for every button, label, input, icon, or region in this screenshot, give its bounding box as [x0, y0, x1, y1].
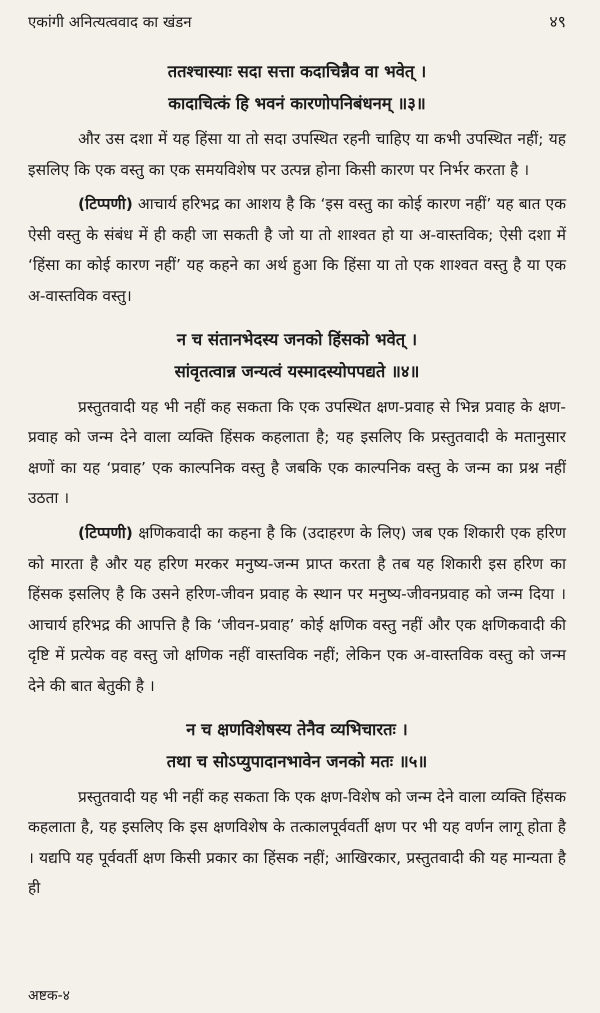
note-1-text: आचार्य हरिभद्र का आशय है कि ‘इस वस्तु का कोई कारण नहीं’ यह बात एक ऐसी वस्तु के संबंध में ही कही जा सकती है जो या तो शाश्वत हो या अ-वास्तविक; ऐसी दशा में ‘हिंसा का कोई कारण नहीं’ यह कहने का अर्थ हुआ कि हिंसा या तो एक शाश्वत वस्तु है या एक अ-वास्तविक वस्तु।	[28, 195, 566, 305]
note-2-text: क्षणिकवादी का कहना है कि (उदाहरण के लिए) जब एक शिकारी एक हरिण को मारता है और यह हरिण मरकर मनुष्य-जन्म प्राप्त करता है तब यह शिकारी इस हरिण का हिंसक इसलिए है कि उसने हरिण-जीवन प्रवाह के स्थान पर मनुष्य-जीवनप्रवाह को जन्म दिया । आचार्य हरिभद्र की आपत्ति है कि ‘जीवन-प्रवाह’ कोई क्षणिक वस्तु नहीं और एक क्षणिकवादी की दृष्टि में प्रत्येक वह वस्तु जो क्षणिक नहीं वास्तविक नहीं; लेकिन एक अ-वास्तविक वस्तु को जन्म देने की बात बेतुकी है ।	[28, 523, 566, 695]
paragraph-3: प्रस्तुतवादी यह भी नहीं कह सकता कि एक क्षण-विशेष को जन्म देने वाला व्यक्ति हिंसक कहलाता है, यह इसलिए कि इस क्षणविशेष के तत्कालपूर्ववर्ती क्षण पर भी यह वर्णन लागू होता है । यद्यपि यह पूर्ववर्ती क्षण किसी प्रकार का हिंसक नहीं; आखिरकार, प्रस्तुतवादी की यह मान्यता है ही	[28, 787, 566, 898]
verse-4	[28, 324, 566, 388]
verse-3-line-1: ततश्चास्याः सदा सत्ता कदाचिन्नैव वा भवेत् ।	[167, 62, 427, 81]
note-2	[28, 518, 566, 702]
verse-5-line-1: न च क्षणविशेषस्य तेनैव व्यभिचारतः ।	[186, 719, 408, 739]
verse-3-line-2: कादाचित्कं हि भवनं कारणोपनिबंधनम् ॥३॥	[168, 94, 426, 113]
page-footer: अष्टक-४	[28, 988, 70, 1004]
header-title: एकांगी अनित्यत्ववाद का खंडन	[28, 13, 192, 31]
verse-5-line-2: तथा च सोऽप्युपादानभावेन जनको मतः ॥५॥	[166, 751, 428, 771]
note-1-label: (टिप्पणी)	[78, 195, 133, 214]
verse-5	[28, 714, 566, 778]
paragraph-1: और उस दशा में यह हिंसा या तो सदा उपस्थित रहनी चाहिए या कभी उपस्थित नहीं; यह इसलिए कि एक वस्तु का एक समयविशेष पर उत्पन्न होना किसी कारण पर निर्भर करता है ।	[28, 130, 566, 179]
page-number: ४९	[549, 12, 566, 31]
note-1	[28, 189, 566, 311]
paragraph-2: प्रस्तुतवादी यह भी नहीं कह सकता कि एक उपस्थित क्षण-प्रवाह से भिन्न प्रवाह के क्षण-प्रवाह को जन्म देने वाला व्यक्ति हिंसक कहलाता है; यह इसलिए कि प्रस्तुतवादी के मतानुसार क्षणों का यह ‘प्रवाह’ एक काल्पनिक वस्तु है जबकि एक काल्पनिक वस्तु के जन्म का प्रश्न नहीं उठता ।	[28, 397, 566, 508]
running-header	[28, 10, 566, 38]
verse-3	[28, 56, 566, 120]
verse-4-line-1: न च संतानभेदस्य जनको हिंसको भवेत् ।	[176, 329, 418, 349]
verse-4-line-2: सांवृतत्वान्न जन्यत्वं यस्मादस्योपपद्यते ॥४॥	[174, 361, 420, 381]
note-2-label: (टिप्पणी)	[78, 523, 133, 542]
